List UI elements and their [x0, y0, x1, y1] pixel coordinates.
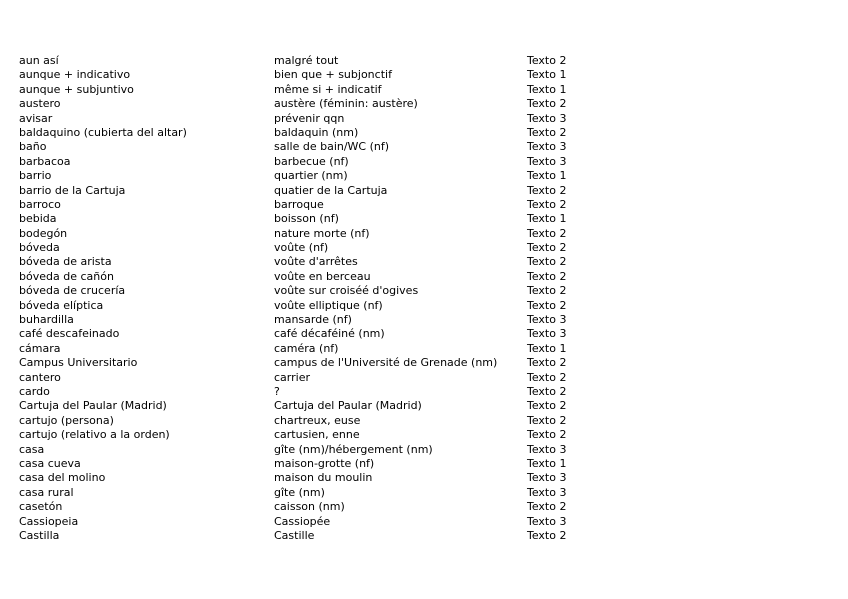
french-translation: caisson (nm) [274, 500, 345, 514]
glossary-row [19, 184, 639, 198]
spanish-term: cantero [19, 370, 61, 384]
french-translation: maison du moulin [274, 471, 373, 485]
glossary-row [19, 241, 639, 255]
french-translation: quatier de la Cartuja [274, 183, 388, 197]
glossary-row [19, 371, 639, 385]
french-translation: Castille [274, 528, 315, 542]
french-translation: maison-grotte (nf) [274, 456, 375, 470]
spanish-term: cardo [19, 384, 50, 398]
glossary-row [19, 68, 639, 82]
spanish-term: cartujo (persona) [19, 413, 114, 427]
source-text: Texto 2 [527, 370, 567, 384]
french-translation: cartusien, enne [274, 428, 360, 442]
french-translation: campus de l'Université de Grenade (nm) [274, 356, 498, 370]
french-translation: voûte d'arrêtes [274, 255, 358, 269]
spanish-term: bebida [19, 212, 57, 226]
glossary-row [19, 270, 639, 284]
spanish-term: bóveda [19, 241, 60, 255]
french-translation: gîte (nm)/hébergement (nm) [274, 442, 433, 456]
glossary-row [19, 428, 639, 442]
french-translation: austère (féminin: austère) [274, 97, 418, 111]
french-translation: caméra (nf) [274, 341, 339, 355]
source-text: Texto 2 [527, 428, 567, 442]
spanish-term: Campus Universitario [19, 356, 138, 370]
source-text: Texto 2 [527, 97, 567, 111]
source-text: Texto 2 [527, 500, 567, 514]
source-text: Texto 1 [527, 212, 567, 226]
source-text: Texto 3 [527, 111, 567, 125]
spanish-term: casa del molino [19, 471, 106, 485]
french-translation: boisson (nf) [274, 212, 339, 226]
source-text: Texto 3 [527, 327, 567, 341]
glossary-row [19, 500, 639, 514]
spanish-term: cartujo (relativo a la orden) [19, 428, 170, 442]
glossary-row [19, 155, 639, 169]
source-text: Texto 2 [527, 241, 567, 255]
glossary-row [19, 140, 639, 154]
source-text: Texto 3 [527, 514, 567, 528]
source-text: Texto 2 [527, 269, 567, 283]
source-text: Texto 3 [527, 442, 567, 456]
french-translation: barbecue (nf) [274, 154, 349, 168]
french-translation: même si + indicatif [274, 82, 382, 96]
spanish-term: barrio de la Cartuja [19, 183, 126, 197]
spanish-term: aunque + indicativo [19, 68, 131, 82]
source-text: Texto 1 [527, 341, 567, 355]
french-translation: Cassiopée [274, 514, 331, 528]
source-text: Texto 2 [527, 125, 567, 139]
source-text: Texto 2 [527, 226, 567, 240]
glossary-row [19, 83, 639, 97]
source-text: Texto 3 [527, 140, 567, 154]
glossary-row [19, 342, 639, 356]
french-translation: chartreux, euse [274, 413, 361, 427]
french-translation: gîte (nm) [274, 485, 325, 499]
french-translation: voûte sur croiséé d'ogives [274, 284, 419, 298]
glossary-row [19, 299, 639, 313]
glossary-row [19, 486, 639, 500]
source-text: Texto 2 [527, 413, 567, 427]
source-text: Texto 3 [527, 471, 567, 485]
spanish-term: casa [19, 442, 45, 456]
french-translation: voûte elliptique (nf) [274, 298, 383, 312]
glossary-row [19, 443, 639, 457]
glossary-row [19, 515, 639, 529]
source-text: Texto 1 [527, 82, 567, 96]
glossary-row [19, 198, 639, 212]
glossary-row [19, 169, 639, 183]
french-translation: Cartuja del Paular (Madrid) [274, 399, 422, 413]
source-text: Texto 1 [527, 169, 567, 183]
spanish-term: Cartuja del Paular (Madrid) [19, 399, 167, 413]
spanish-term: Castilla [19, 528, 60, 542]
spanish-term: casa rural [19, 485, 74, 499]
french-translation: nature morte (nf) [274, 226, 370, 240]
source-text: Texto 2 [527, 528, 567, 542]
glossary-row [19, 313, 639, 327]
source-text: Texto 2 [527, 356, 567, 370]
spanish-term: casa cueva [19, 456, 81, 470]
spanish-term: Cassiopeia [19, 514, 79, 528]
spanish-term: bóveda de arista [19, 255, 112, 269]
source-text: Texto 2 [527, 54, 567, 67]
french-translation: bien que + subjonctif [274, 68, 392, 82]
glossary-row [19, 126, 639, 140]
glossary-row [19, 54, 639, 68]
glossary-row [19, 471, 639, 485]
spanish-term: bóveda elíptica [19, 298, 104, 312]
spanish-term: bodegón [19, 226, 68, 240]
french-translation: mansarde (nf) [274, 313, 352, 327]
glossary-row [19, 212, 639, 226]
glossary-row [19, 97, 639, 111]
french-translation: baldaquin (nm) [274, 125, 359, 139]
glossary-row [19, 227, 639, 241]
spanish-term: cámara [19, 341, 61, 355]
glossary-table [19, 54, 639, 543]
source-text: Texto 2 [527, 298, 567, 312]
spanish-term: buhardilla [19, 313, 74, 327]
source-text: Texto 1 [527, 456, 567, 470]
source-text: Texto 1 [527, 68, 567, 82]
spanish-term: barroco [19, 197, 61, 211]
spanish-term: barrio [19, 169, 52, 183]
glossary-row [19, 112, 639, 126]
spanish-term: aun así [19, 54, 59, 67]
glossary-row [19, 399, 639, 413]
spanish-term: baño [19, 140, 47, 154]
source-text: Texto 2 [527, 183, 567, 197]
french-translation: salle de bain/WC (nf) [274, 140, 390, 154]
french-translation: malgré tout [274, 54, 339, 67]
spanish-term: bóveda de cañón [19, 269, 114, 283]
french-translation: carrier [274, 370, 310, 384]
source-text: Texto 2 [527, 384, 567, 398]
source-text: Texto 3 [527, 313, 567, 327]
source-text: Texto 3 [527, 154, 567, 168]
spanish-term: avisar [19, 111, 53, 125]
glossary-row [19, 356, 639, 370]
french-translation: prévenir qqn [274, 111, 345, 125]
spanish-term: casetón [19, 500, 63, 514]
french-translation: voûte (nf) [274, 241, 329, 255]
glossary-row [19, 457, 639, 471]
glossary-row [19, 414, 639, 428]
glossary-row [19, 385, 639, 399]
source-text: Texto 2 [527, 255, 567, 269]
source-text: Texto 2 [527, 399, 567, 413]
spanish-term: baldaquino (cubierta del altar) [19, 125, 187, 139]
glossary-row [19, 284, 639, 298]
source-text: Texto 3 [527, 485, 567, 499]
french-translation: barroque [274, 197, 324, 211]
spanish-term: café descafeinado [19, 327, 120, 341]
source-text: Texto 2 [527, 284, 567, 298]
french-translation: café décaféiné (nm) [274, 327, 385, 341]
glossary-row [19, 255, 639, 269]
spanish-term: bóveda de crucería [19, 284, 126, 298]
glossary-row [19, 327, 639, 341]
french-translation: ? [274, 384, 280, 398]
source-text: Texto 2 [527, 197, 567, 211]
spanish-term: aunque + subjuntivo [19, 82, 134, 96]
glossary-row [19, 529, 639, 543]
french-translation: quartier (nm) [274, 169, 348, 183]
spanish-term: barbacoa [19, 154, 71, 168]
french-translation: voûte en berceau [274, 269, 371, 283]
spanish-term: austero [19, 97, 61, 111]
